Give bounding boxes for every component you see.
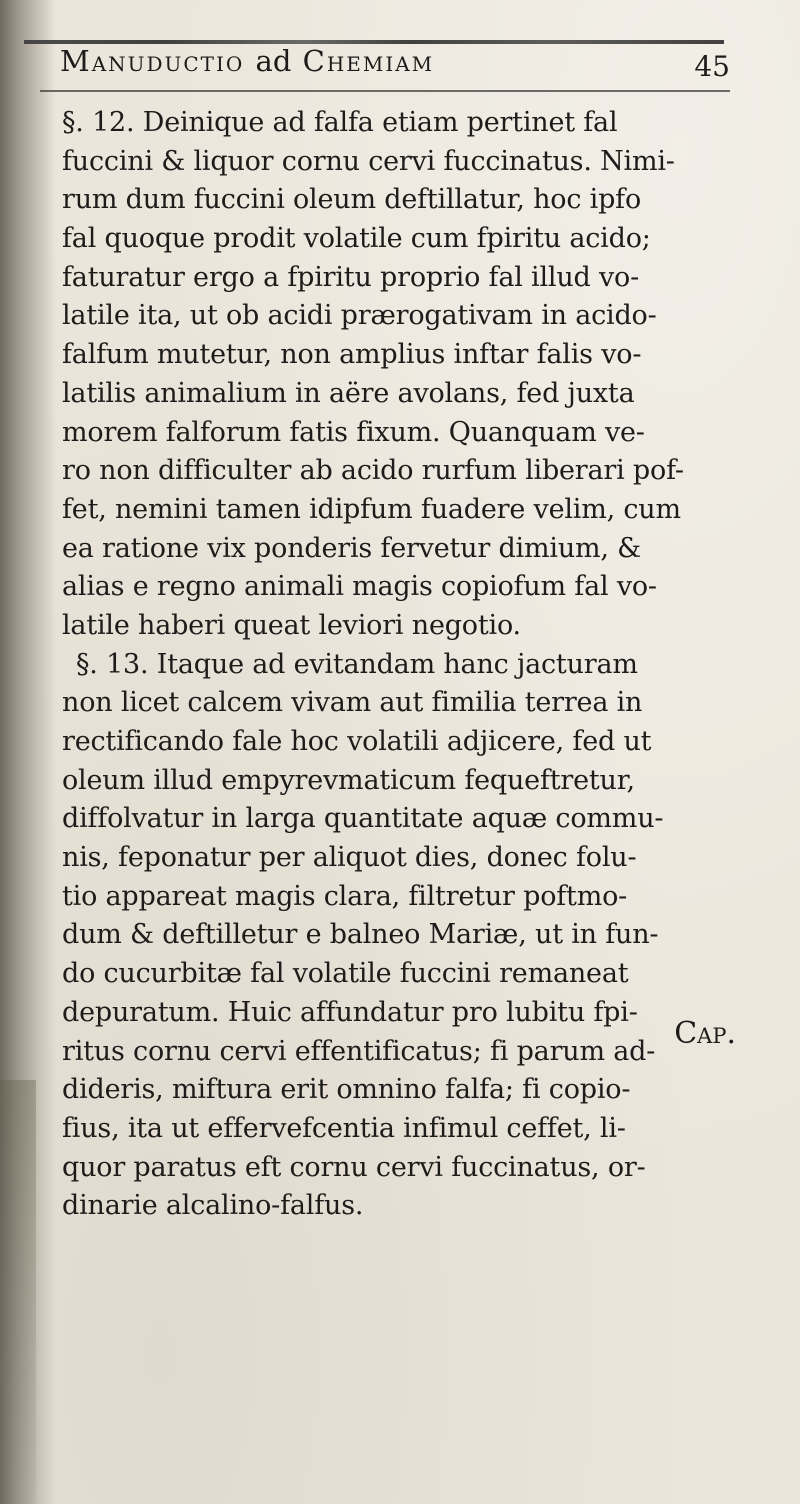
text-line: latilis animalium in aëre avolans, fed juxta: [62, 377, 635, 409]
text-line: falfum mutetur, non amplius inftar falis vo-: [62, 339, 642, 371]
running-head-title-end: Chemiam: [302, 44, 435, 78]
text-line: nis, feponatur per aliquot dies, donec folu-: [62, 842, 637, 874]
text-line: ritus cornu cervi effentificatus; fi parum ad-: [62, 1035, 656, 1067]
text-line: dinarie alcalino-falfus.: [62, 1190, 364, 1222]
text-line: ro non difficulter ab acido rurfum liberari pof-: [62, 455, 684, 487]
text-line: morem falforum fatis fixum. Quanquam ve-: [62, 416, 645, 448]
running-head-title: [60, 44, 434, 78]
text-line: fuccini & liquor cornu cervi fuccinatus. Nimi-: [62, 145, 675, 177]
text-line: rectificando fale hoc volatili adjicere, fed ut: [62, 726, 652, 757]
text-line: do cucurbitæ fal volatile fuccini remaneat: [62, 958, 629, 990]
text-line: fet, nemini tamen idipfum fuadere velim, cum: [62, 493, 681, 525]
text-line: quor paratus eft cornu cervi fuccinatus, or-: [62, 1151, 646, 1183]
text-line: faturatur ergo a fpiritu proprio fal illud vo-: [62, 261, 640, 293]
page-number: 45: [694, 50, 730, 83]
text-line: dum & deftilletur e balneo Mariæ, ut in fun-: [62, 919, 659, 951]
text-line: diffolvatur in larga quantitate aquæ commu-: [62, 803, 664, 835]
text-line: §. 12. Deinique ad falfa etiam pertinet fal: [62, 107, 618, 138]
running-head-title-main: Manuductio: [60, 44, 245, 78]
text-line: rum dum fuccini oleum deftillatur, hoc ipfo: [62, 184, 642, 216]
catchword: Cap.: [674, 1016, 736, 1051]
header-rule-bottom: [40, 90, 730, 92]
text-line: fius, ita ut effervefcentia infimul ceffet, li-: [62, 1112, 626, 1144]
text-line: oleum illud empyrevmaticum fequeftretur,: [62, 764, 635, 796]
running-head-title-ad: ad: [255, 44, 292, 78]
text-line: tio appareat magis clara, filtretur poftmo-: [62, 880, 628, 912]
page-stain: [0, 1080, 36, 1504]
body-text: [62, 104, 732, 1226]
text-line: alias e regno animali magis copiofum fal vo-: [62, 571, 657, 603]
text-line: ea ratione vix ponderis fervetur dimium, &: [62, 532, 642, 564]
text-line: §. 13. Itaque ad evitandam hanc jacturam: [76, 648, 638, 680]
text-line: depuratum. Huic affundatur pro lubitu fpi-: [62, 996, 638, 1028]
running-head: [60, 44, 730, 90]
text-line: non licet calcem vivam aut fimilia terrea in: [62, 687, 643, 719]
text-line: fal quoque prodit volatile cum fpiritu acido;: [62, 223, 651, 255]
text-line: latile haberi queat leviori negotio.: [62, 609, 521, 641]
text-line: dideris, miftura erit omnino falfa; fi copio-: [62, 1074, 631, 1106]
text-line: latile ita, ut ob acidi prærogativam in acido-: [62, 300, 657, 332]
